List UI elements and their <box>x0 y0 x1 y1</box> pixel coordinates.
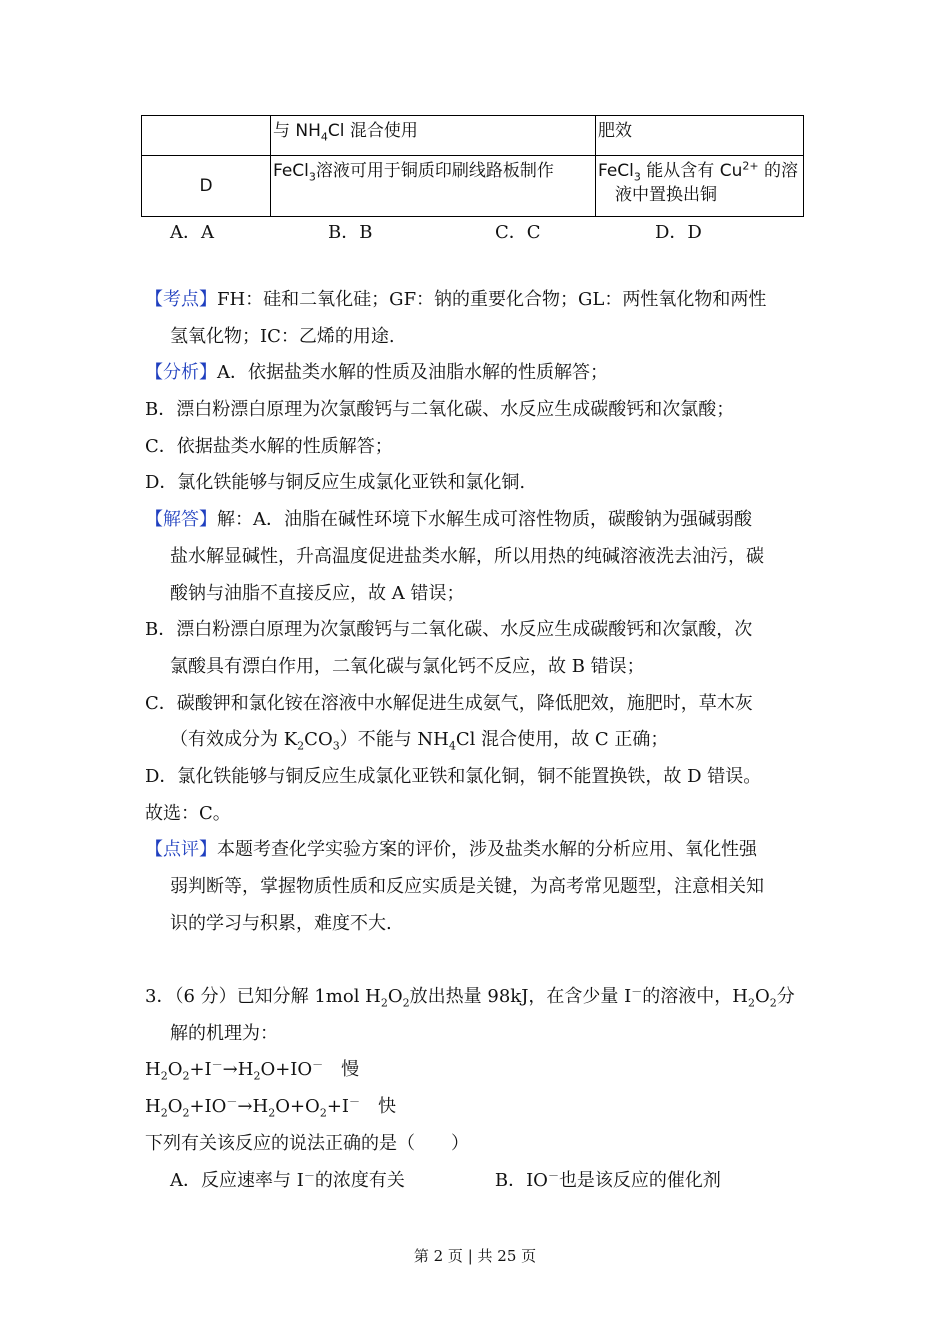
text-line: 下列有关该反应的说法正确的是（ ） <box>145 1132 469 1154</box>
subscript: 2 <box>182 1070 190 1084</box>
text-line: 氯酸具有漂白作用，二氧化碳与氯化钙不反应，故 B 错误； <box>170 655 645 677</box>
table-cell <box>142 116 271 156</box>
option-c: C．C <box>495 222 541 243</box>
text-line: D．氯化铁能够与铜反应生成氯化亚铁和氯化铜，铜不能置换铁，故 D 错误。 <box>145 765 762 787</box>
text-line: 弱判断等，掌握物质性质和反应实质是关键，为高考常见题型，注意相关知 <box>170 876 764 897</box>
subscript: 2 <box>160 1070 168 1084</box>
text-line: $H_2O_2+I^-\to H_2O+IO^-$ 慢 <box>145 1058 360 1084</box>
subscript: 3 <box>633 170 641 184</box>
superscript: － <box>211 1058 223 1072</box>
page-footer: 第 2 页 | 共 25 页 <box>413 1247 537 1265</box>
section-label: 【考点】 <box>145 289 217 310</box>
text-line: 故选：C。 <box>145 802 231 824</box>
superscript: － <box>547 1168 559 1182</box>
table-cell: 与 $NH_4Cl$ 混合使用 <box>271 116 596 156</box>
subscript: 2 <box>268 1106 276 1120</box>
text-line: 识的学习与积累，难度不大. <box>170 912 392 934</box>
text-line: 【解答】解：A．油脂在碱性环境下水解生成可溶性物质，碳酸钠为强碱弱酸 <box>145 509 752 531</box>
text-line: 氢氧化物；IC：乙烯的用途. <box>170 325 395 347</box>
subscript: 2 <box>160 1106 168 1120</box>
text-line: 【考点】FH：硅和二氧化硅；GF：钠的重要化合物；GL：两性氧化物和两性 <box>145 289 767 310</box>
text-line: D．氯化铁能够与铜反应生成氯化亚铁和氯化铜. <box>145 472 526 494</box>
text-line: （有效成分为 $K_2CO_3$）不能与 $NH_4Cl$ 混合使用，故 C 正确； <box>170 729 669 753</box>
subscript: 2 <box>319 1106 327 1120</box>
section-label: 【点评】 <box>145 839 217 861</box>
table-row <box>142 156 804 217</box>
text-line: 3．（6 分）已知分解 1mol $H_2O_2$放出热量 98kJ，在含少量 I－的溶液中，$H_2O_2$分 <box>145 985 795 1010</box>
subscript: 2 <box>769 996 777 1010</box>
text-line: A．反应速率与 I－的浓度有关 B．IO－也是该反应的催化剂 <box>170 1168 721 1191</box>
subscript: 3 <box>332 739 340 753</box>
subscript: 2 <box>380 996 388 1010</box>
text-line: $H_2O_2+IO^-\to H_2O+O_2+I^-$ 快 <box>145 1095 397 1120</box>
subscript: 3 <box>308 170 316 184</box>
text-line: B．漂白粉漂白原理为次氯酸钙与二氧化碳、水反应生成碳酸钙和次氯酸，次 <box>145 619 753 641</box>
explanation-body <box>145 282 810 1199</box>
text-line <box>145 942 810 979</box>
answer-table <box>141 115 804 217</box>
table-row <box>142 116 804 156</box>
text-line: 【点评】本题考查化学实验方案的评价，涉及盐类水解的分析应用、氧化性强 <box>145 839 757 861</box>
table-cell: FeCl$_3$ 能从含有 $Cu^{2+}$ 的溶 液中置换出铜 <box>596 156 804 217</box>
option-d: D．D <box>655 222 702 243</box>
superscript: － <box>226 1095 238 1109</box>
text-line: B．漂白粉漂白原理为次氯酸钙与二氧化碳、水反应生成碳酸钙和次氯酸； <box>145 399 735 421</box>
table-cell: FeCl$_3$溶液可用于铜质印刷线路板制作 <box>271 156 596 217</box>
subscript: 4 <box>448 739 456 753</box>
subscript: 2 <box>297 739 305 753</box>
subscript: 2 <box>402 996 410 1010</box>
subscript: 4 <box>320 130 328 144</box>
section-label: 【分析】 <box>145 362 217 384</box>
text-line: 【分析】A．依据盐类水解的性质及油脂水解的性质解答； <box>145 362 608 384</box>
subscript: 2 <box>182 1106 190 1120</box>
superscript: － <box>303 1168 315 1182</box>
superscript: － <box>312 1058 324 1072</box>
table-cell: D <box>142 156 271 217</box>
option-b: B．B <box>328 222 373 243</box>
superscript: － <box>631 985 643 999</box>
answer-options <box>0 218 950 244</box>
text-line: 盐水解显碱性，升高温度促进盐类水解，所以用热的纯碱溶液洗去油污，碳 <box>170 545 764 567</box>
subscript: 2 <box>253 1070 261 1084</box>
text-line: 解的机理为： <box>170 1022 278 1044</box>
table-cell: 肥效 <box>596 116 804 156</box>
subscript: 2 <box>747 996 755 1010</box>
option-a: A．A <box>170 222 214 243</box>
text-line: C．依据盐类水解的性质解答； <box>145 435 393 457</box>
text-line: C．碳酸钾和氯化铵在溶液中水解促进生成氨气，降低肥效，施肥时，草木灰 <box>145 692 753 714</box>
superscript: 2+ <box>742 159 759 173</box>
section-label: 【解答】 <box>145 509 217 531</box>
superscript: － <box>349 1095 361 1109</box>
text-line: 酸钠与油脂不直接反应，故 A 错误； <box>170 582 465 604</box>
